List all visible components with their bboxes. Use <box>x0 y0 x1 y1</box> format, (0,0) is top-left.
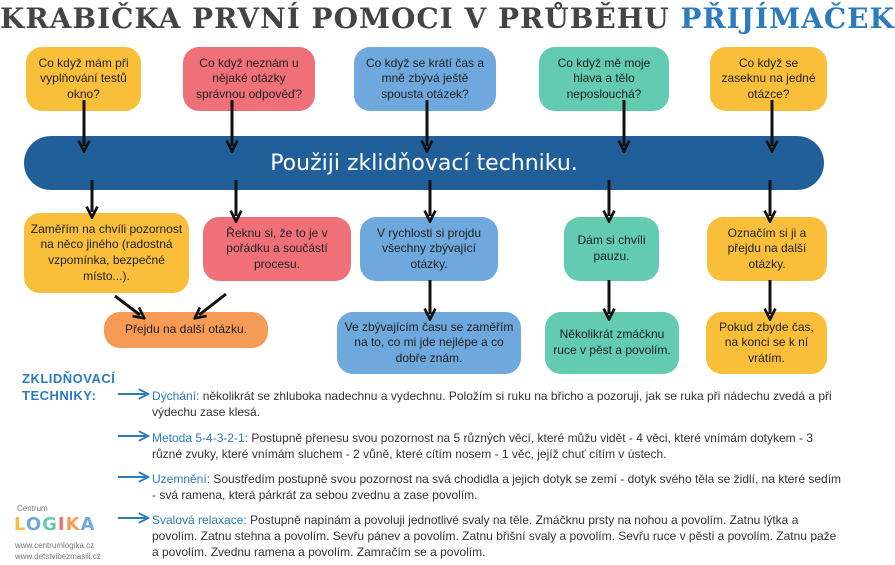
logo-wordmark: LOGIKA <box>14 514 96 535</box>
logo-caption: Centrum <box>17 504 48 513</box>
question-box-3: Co když se krátí čas a mně zbývá ještě spousta otázek? <box>354 47 496 111</box>
outcome-next-question: Přejdu na další otázku. <box>104 312 268 348</box>
response-box-2: Řeknu si, že to je v pořádku a součástí procesu. <box>203 217 351 281</box>
question-box-5: Co když se zaseknu na jedné otázce? <box>710 47 827 111</box>
central-banner: Použiji zklidňovací techniku. <box>24 136 824 190</box>
arrow-o1b <box>199 294 226 315</box>
outcome-return: Pokud zbyde čas, na konci se k ní vrátím. <box>706 312 827 374</box>
response-box-1: Zaměřím na chvíli pozornost na něco jiného (radostná vzpomínka, bezpečné místo...). <box>24 213 189 293</box>
response-box-3: V rychlosti si projdu všechny zbývající otázky. <box>360 217 498 281</box>
page-title: KRABIČKA PRVNÍ POMOCI V PRŮBĚHU PŘIJÍMAČEK <box>0 2 895 35</box>
technique-54321: Metoda 5-4-3-2-1: Postupně přenesu svou pozornost na 5 různých věcí, které můžu vidět - 4 věci, které vnímám dotykem - 3 různé zvuky, které vnímám sluchem - 2 vůně, které cítím nosem - 1 věc, jejíž chuť cítím v ústech. <box>152 431 813 461</box>
technique-breathing: Dýchání: několikrát se zhluboka nadechnu a vydechnu. Položím si ruku na břicho a pozoruji, jak se ruka při nádechu zvedá a při výdechu zase klesá. <box>152 389 832 419</box>
arrow-o1a <box>115 296 140 315</box>
logo-url-2: www.detstvibezmasili.cz <box>15 552 101 561</box>
question-box-2: Co když neznám u nějaké otázky správnou odpověď? <box>183 47 315 111</box>
response-box-5: Označím si ji a přejdu na další otázky. <box>707 217 827 281</box>
technique-muscle-relaxation: Svalová relaxace: Postupně napínám a povoluji jednotlivé svaly na těle. Zmáčknu prsty na nohou a povolím. Zatnu lýtka a povolím. Zatnu stehna a povolím. Sevřu pánev a povolím. Zatnu břišní svaly a povolím. Sevřu ruce v pěsti a povolím. Zatnu paže a povolím. Zvednu ramena a povolím. Zamračím se a povolím. <box>152 513 837 559</box>
outcome-remaining-time: Ve zbývajícím času se zaměřím na to, co mi jde nejlépe a co dobře znám. <box>337 312 521 374</box>
response-box-4: Dám si chvíli pauzu. <box>564 217 659 281</box>
technique-grounding: Uzemnění: Soustředím postupně svou pozornost na svá chodidla a jejich dotyk se zemí - dotyk svého těla se židlí, na které sedím - svá ramena, která párkrát za sebou zvednu a zase povolím. <box>152 472 842 502</box>
logo-url-1: www.centrumlogika.cz <box>15 541 95 550</box>
techniques-heading: ZKLIDŇOVACÍ TECHNIKY: <box>22 371 116 403</box>
title-accent: PŘIJÍMAČEK <box>680 2 895 35</box>
question-box-4: Co když mě moje hlava a tělo neposlouchá? <box>539 47 669 111</box>
question-box-1: Co když mám při vyplňování testů okno? <box>26 47 141 111</box>
outcome-clench: Několikrát zmáčknu ruce v pěst a povolím. <box>545 312 679 374</box>
